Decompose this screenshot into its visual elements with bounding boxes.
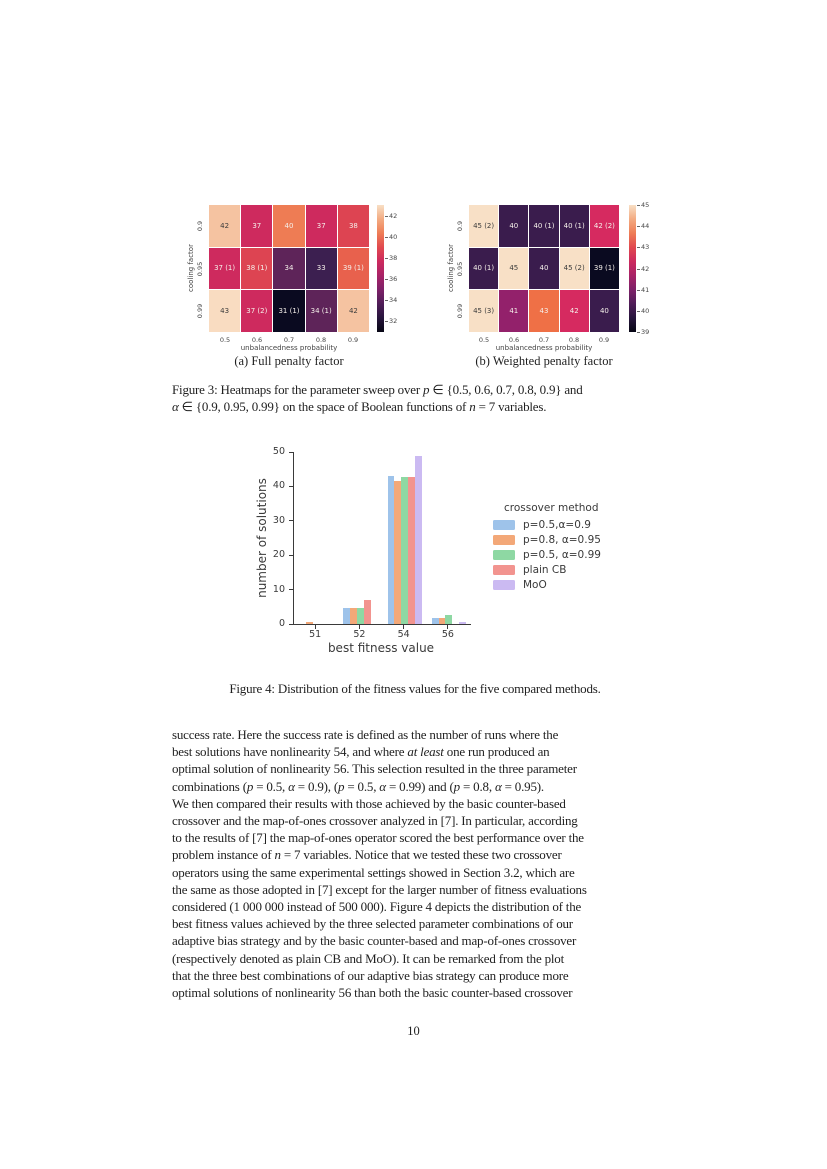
text-segment: n [274,847,281,863]
heatmap-cell: 37 (1) [209,248,240,290]
legend-entry [493,562,601,577]
bar-56-series-2 [445,615,452,624]
heatmap-cell: 39 (1) [338,248,369,290]
caption-line [172,398,658,415]
colorbar-tick: 45 [637,201,649,209]
text-segment: = 0.99) and ( [385,778,454,794]
heatmap-cell: 42 [338,290,369,332]
colorbar-tick: 40 [385,233,397,241]
paragraph-line [172,743,658,760]
y-tick-label: 10 [272,583,285,595]
heatmap-cell: 40 (1) [529,205,558,247]
y-tick-mark [289,452,293,453]
heatmap-cell: 38 [338,205,369,247]
x-tick-label: 56 [441,629,454,640]
heatmap-b-ylabel: cooling factor [447,244,455,292]
text-segment: problem instance of [172,847,275,863]
paragraph-line: operators using the same experimental settings showed in Section 3.2, which are [172,864,575,880]
heatmap-cell: 40 (1) [560,205,589,247]
legend-swatch [493,550,515,560]
heatmap-a-colorbar [377,205,384,332]
bar-52-series-3 [364,600,371,624]
bar-54-series-0 [388,476,395,624]
text-segment: best solutions have nonlinearity 54, and where [172,744,408,760]
colorbar-tick: 42 [385,212,397,220]
heatmap-xtick: 0.9 [598,336,610,344]
legend-swatch [493,520,515,530]
y-tick-label: 0 [278,618,285,629]
colorbar-tick: 38 [385,254,397,262]
text-segment: at least [407,744,444,760]
paragraph-line: crossover and the map-of-ones crossover analyzed in [7]. In particular, according [172,813,578,829]
bar-56-series-4 [459,622,466,624]
heatmap-xtick: 0.8 [315,336,327,344]
heatmap-xtick: 0.8 [568,336,580,344]
text-segment: p [453,778,460,794]
heatmap-cell: 40 (1) [469,248,498,290]
text-segment: one run produced an [443,744,550,760]
heatmap-cell: 33 [306,248,337,290]
bar-54-series-4 [415,456,422,624]
paragraph-line: considered (1 000 000 instead of 500 000). Figure 4 depicts the distribution of the [172,899,582,915]
paragraph-line [172,778,658,795]
heatmap-ytick: 0.95 [456,261,464,276]
bar-56-series-0 [432,618,439,624]
heatmap-cell: 34 (1) [306,290,337,332]
x-tick-label: 52 [353,629,366,640]
heatmap-cell: 42 (2) [590,205,619,247]
colorbar-tick: 42 [637,265,649,273]
heatmap-b-xlabel: unbalancedness probability [495,344,593,352]
text-segment: = 0.9), ( [294,778,338,794]
text-segment: = 0.95). [501,778,544,794]
heatmap-ytick: 0.95 [196,261,204,276]
colorbar-tick: 43 [637,243,649,251]
colorbar-tick: 34 [385,296,397,304]
legend-label: plain CB [523,563,567,576]
heatmap-b-grid [469,205,619,332]
legend-title: crossover method [504,502,599,514]
page-number: 10 [407,1024,420,1038]
legend-label: MoO [523,578,547,591]
text-segment: α [288,778,295,794]
heatmap-cell: 42 [560,290,589,332]
y-tick-label: 20 [272,549,285,561]
bar-54-series-1 [394,481,401,624]
text-segment: n [469,399,476,415]
colorbar-tick: 44 [637,222,649,230]
text-segment: ∈ {0.9, 0.95, 0.99} on the space of Boolean functions of [178,399,470,415]
heatmap-xtick: 0.6 [508,336,520,344]
text-segment: = 0.5, [344,778,380,794]
fitness-bar-chart [250,445,670,667]
text-segment: Figure 3: Heatmaps for the parameter sweep over [172,382,424,397]
heatmap-cell: 34 [273,248,304,290]
paragraph-line: optimal solutions of nonlinearity 56 than both the basic counter-based crossover [172,985,573,1001]
legend-swatch [493,580,515,590]
heatmap-cell: 45 (2) [469,205,498,247]
heatmap-xtick: 0.7 [283,336,295,344]
legend-entry [493,577,601,592]
x-tick-mark [447,625,448,629]
legend-label: p=0.8, α=0.95 [523,533,601,546]
heatmap-xtick: 0.6 [251,336,263,344]
heatmap-ytick: 0.99 [196,303,204,319]
legend-entry [493,517,601,532]
chart-ylabel: number of solutions [255,478,269,598]
colorbar-tick: 40 [637,307,649,315]
heatmap-cell: 39 (1) [590,248,619,290]
heatmap-ytick: 0.99 [456,303,464,319]
y-tick-mark [289,589,293,590]
heatmap-cell: 40 [529,248,558,290]
legend-label: p=0.5, α=0.99 [523,548,601,561]
bar-56-series-1 [439,618,446,624]
heatmap-a-xlabel: unbalancedness probability [240,344,338,352]
y-tick-label: 50 [272,446,285,457]
figure4-caption: Figure 4: Distribution of the fitness values for the five compared methods. [229,681,601,696]
text-segment: p [338,778,345,794]
y-tick-mark [289,624,293,625]
bar-54-series-2 [401,477,408,624]
heatmap-cell: 42 [209,205,240,247]
heatmap-b-colorbar [629,205,636,332]
text-segment: α [494,778,502,794]
x-tick-label: 54 [397,629,410,640]
bar-52-series-1 [350,608,357,625]
chart-xlabel: best fitness value [327,641,435,655]
heatmap-cell: 37 (2) [241,290,272,332]
paragraph-line: best fitness values achieved by the three selected parameter combinations of our [172,916,573,932]
colorbar-tick: 32 [385,317,397,325]
caption-line [172,381,658,398]
x-tick-mark [359,625,360,629]
body-paragraph [172,726,658,1001]
heatmap-cell: 31 (1) [273,290,304,332]
paragraph-line: We then compared their results with those achieved by the basic counter-based [172,795,566,811]
paragraph-line: adaptive bias strategy and by the basic counter-based and map-of-ones crossover [172,933,577,949]
colorbar-tick: 36 [385,275,397,283]
chart-legend [493,502,601,592]
paragraph-line: to the results of [7] the map-of-ones operator scored the best performance over the [172,830,584,846]
colorbar-tick: 39 [637,328,649,336]
bar-52-series-2 [357,608,364,625]
heatmap-cell: 40 [273,205,304,247]
chart-plot-area [293,452,471,625]
text-segment: p [246,778,254,794]
heatmap-cell: 43 [209,290,240,332]
heatmap-cell: 40 [590,290,619,332]
y-tick-mark [289,520,293,521]
legend-entry [493,532,601,547]
y-tick-label: 40 [272,480,285,492]
heatmap-xtick: 0.5 [219,336,231,344]
text-segment: = 0.5, [253,778,289,794]
heatmap-cell: 40 [499,205,528,247]
heatmap-b [443,203,693,378]
text-segment: p [423,382,430,397]
text-segment: ∈ {0.5, 0.6, 0.7, 0.8, 0.9} and [429,382,583,397]
heatmap-xtick: 0.7 [538,336,550,344]
legend-swatch [493,565,515,575]
bar-51-series-1 [306,622,313,624]
y-tick-mark [289,486,293,487]
paragraph-line [172,846,658,863]
heatmap-ytick: 0.9 [196,220,204,232]
text-segment: = 7 variables. Notice that we tested these two crossover [280,847,562,863]
paragraph-line: optimal solution of nonlinearity 56. This selection resulted in the three parameter [172,761,577,777]
text-segment: = 7 variables. [475,399,547,415]
y-tick-mark [289,555,293,556]
text-segment: α [172,399,179,415]
bar-54-series-3 [408,477,415,624]
x-tick-label: 51 [309,629,322,640]
figure3-caption [172,381,658,415]
colorbar-tick: 41 [637,286,649,294]
heatmap-cell: 45 (3) [469,290,498,332]
heatmap-cell: 37 [241,205,272,247]
heatmap-cell: 43 [529,290,558,332]
paragraph-line: success rate. Here the success rate is defined as the number of runs where the [172,727,559,742]
heatmap-xtick: 0.9 [347,336,359,344]
text-segment: = 0.8, [459,778,495,794]
paragraph-line: that the three best combinations of our adaptive bias strategy can produce more [172,967,569,983]
heatmap-ytick: 0.9 [456,220,464,232]
heatmap-a-ylabel: cooling factor [187,244,195,292]
text-segment: α [379,778,386,794]
subfigure-b-caption: (b) Weighted penalty factor [475,354,613,368]
bar-52-series-0 [343,608,350,625]
heatmap-cell: 45 (2) [560,248,589,290]
heatmap-cell: 38 (1) [241,248,272,290]
heatmap-a [183,203,433,378]
subfigure-a-caption: (a) Full penalty factor [234,354,344,368]
y-tick-label: 30 [272,514,285,526]
heatmap-cell: 45 [499,248,528,290]
legend-swatch [493,535,515,545]
heatmap-cell: 41 [499,290,528,332]
text-segment: combinations ( [172,778,247,794]
heatmap-xtick: 0.5 [478,336,490,344]
heatmap-a-grid [209,205,369,332]
legend-label: p=0.5,α=0.9 [523,518,591,531]
paragraph-line: the same as those adopted in [7] except for the larger number of fitness evaluations [172,881,587,897]
heatmap-cell: 37 [306,205,337,247]
legend-entry [493,547,601,562]
x-tick-mark [403,625,404,629]
paragraph-line: (respectively denoted as plain CB and MoO). It can be remarked from the plot [172,950,565,966]
x-tick-mark [315,625,316,629]
